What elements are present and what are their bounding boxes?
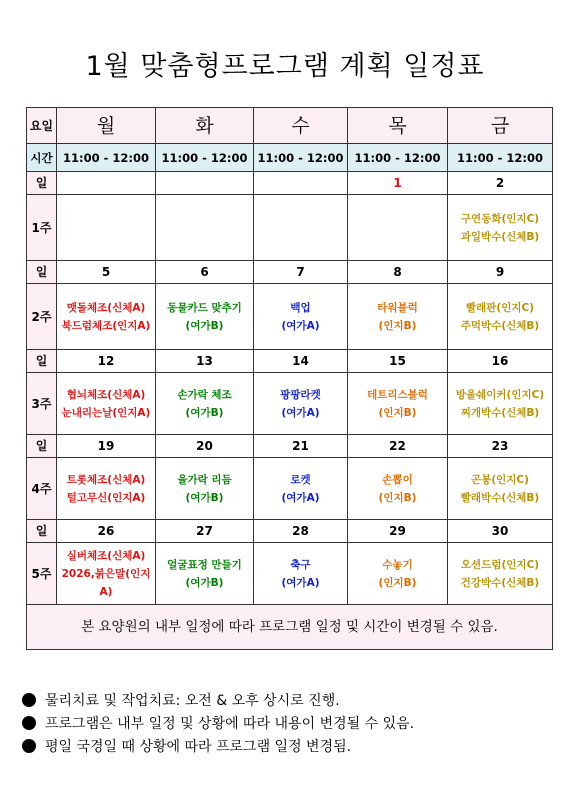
notes-list xyxy=(22,688,552,757)
program-cell xyxy=(254,458,348,520)
date-cell: 15 xyxy=(348,350,448,373)
date-cell: 28 xyxy=(254,520,348,543)
date-cell: 12 xyxy=(57,350,156,373)
date-cell: 26 xyxy=(57,520,156,543)
date-cell: 8 xyxy=(348,261,448,284)
date-cell: 19 xyxy=(57,435,156,458)
program-cell xyxy=(448,458,553,520)
date-cell: 29 xyxy=(348,520,448,543)
time-label: 시간 xyxy=(27,144,57,172)
note-item xyxy=(22,734,552,757)
program-cell xyxy=(448,284,553,350)
program-line: (여가A) xyxy=(281,319,320,332)
program-line: 오션드럼(인지C) xyxy=(460,558,540,571)
program-line: 2026,붉은말(인지A) xyxy=(61,567,151,598)
program-line: 찌개박수(신체B) xyxy=(460,406,540,419)
note-item xyxy=(22,711,552,734)
program-row xyxy=(27,543,553,605)
program-line: 눈내리는날(인지A) xyxy=(61,406,151,419)
program-cell xyxy=(348,373,448,435)
program-cell xyxy=(156,195,254,261)
program-line: 맷돌체조(신체A) xyxy=(66,301,146,314)
date-row xyxy=(27,520,553,543)
date-row xyxy=(27,261,553,284)
day-header-tue: 화 xyxy=(156,108,254,144)
bullet-icon xyxy=(22,693,36,707)
program-cell xyxy=(254,543,348,605)
program-cell xyxy=(448,373,553,435)
program-line: (인지B) xyxy=(378,576,417,589)
week-label: 4주 xyxy=(27,458,57,520)
program-line: 주먹박수(신체B) xyxy=(460,319,540,332)
program-line: 곤봉(인지C) xyxy=(471,473,529,486)
program-line: 손가락 체조 xyxy=(177,388,232,401)
date-label: 일 xyxy=(27,172,57,195)
program-line: 실버체조(신체A) xyxy=(66,549,146,562)
program-line: (여가B) xyxy=(185,406,224,419)
program-line: (여가B) xyxy=(185,319,224,332)
date-cell xyxy=(156,172,254,195)
program-line: 테트리스블럭 xyxy=(367,388,428,401)
program-cell xyxy=(57,458,156,520)
program-cell xyxy=(448,543,553,605)
bullet-icon xyxy=(22,716,36,730)
program-line: (인지B) xyxy=(378,319,417,332)
date-cell xyxy=(57,172,156,195)
program-line: 북드럼체조(인지A) xyxy=(61,319,151,332)
date-cell: 20 xyxy=(156,435,254,458)
weeks-body xyxy=(27,172,553,605)
date-cell: 7 xyxy=(254,261,348,284)
date-label: 일 xyxy=(27,350,57,373)
date-cell: 1 xyxy=(348,172,448,195)
date-cell: 5 xyxy=(57,261,156,284)
program-cell xyxy=(156,284,254,350)
program-line: 율가락 리듬 xyxy=(177,473,232,486)
program-line: 얼굴표정 만들기 xyxy=(167,558,242,571)
program-cell xyxy=(348,195,448,261)
date-cell: 22 xyxy=(348,435,448,458)
program-line: 방울쉐이커(인지C) xyxy=(455,388,545,401)
program-line: (여가B) xyxy=(185,576,224,589)
date-cell: 2 xyxy=(448,172,553,195)
program-line: 빨래판(인지C) xyxy=(465,301,535,314)
day-header-fri: 금 xyxy=(448,108,553,144)
week-label: 3주 xyxy=(27,373,57,435)
program-cell xyxy=(348,458,448,520)
program-cell xyxy=(57,195,156,261)
program-line: 축구 xyxy=(290,558,311,571)
week-label: 5주 xyxy=(27,543,57,605)
time-cell: 11:00 - 12:00 xyxy=(254,144,348,172)
program-cell xyxy=(57,373,156,435)
time-cell: 11:00 - 12:00 xyxy=(57,144,156,172)
date-row xyxy=(27,172,553,195)
time-cell: 11:00 - 12:00 xyxy=(156,144,254,172)
day-header-thu: 목 xyxy=(348,108,448,144)
program-line: 빨래박수(신체B) xyxy=(460,491,540,504)
page-title: 1월 맞춤형프로그램 계획 일정표 xyxy=(85,51,485,82)
program-line: 과일박수(신체B) xyxy=(460,230,540,243)
date-label: 일 xyxy=(27,261,57,284)
program-cell xyxy=(156,543,254,605)
program-cell xyxy=(254,195,348,261)
bullet-icon xyxy=(22,739,36,753)
date-cell: 6 xyxy=(156,261,254,284)
date-cell: 30 xyxy=(448,520,553,543)
program-line: 동물카드 맞추기 xyxy=(167,301,242,314)
schedule-table xyxy=(26,107,553,650)
program-row xyxy=(27,458,553,520)
program-line: 타워블럭 xyxy=(377,301,418,314)
table-note: 본 요양원의 내부 일정에 따라 프로그램 일정 및 시간이 변경될 수 있음. xyxy=(27,605,553,650)
time-cell: 11:00 - 12:00 xyxy=(348,144,448,172)
program-cell xyxy=(348,543,448,605)
program-line: 협뇌체조(신체A) xyxy=(66,388,146,401)
program-line: 손뽑이 xyxy=(382,473,413,486)
program-line: (여가A) xyxy=(281,406,320,419)
program-row xyxy=(27,284,553,350)
program-line: 수놓기 xyxy=(382,558,413,571)
program-line: 털고무신(인지A) xyxy=(66,491,146,504)
date-cell: 21 xyxy=(254,435,348,458)
program-line: (인지B) xyxy=(378,491,417,504)
program-line: 구연동화(인지C) xyxy=(460,212,540,225)
program-row xyxy=(27,373,553,435)
date-cell: 13 xyxy=(156,350,254,373)
program-line: 팡팡라켓 xyxy=(280,388,321,401)
time-cell: 11:00 - 12:00 xyxy=(448,144,553,172)
program-line: (여가B) xyxy=(185,491,224,504)
program-line: (여가A) xyxy=(281,576,320,589)
date-label: 일 xyxy=(27,520,57,543)
program-cell xyxy=(348,284,448,350)
date-cell: 9 xyxy=(448,261,553,284)
note-text: 프로그램은 내부 일정 및 상황에 따라 내용이 변경될 수 있음. xyxy=(45,715,415,732)
date-cell: 14 xyxy=(254,350,348,373)
note-text: 평일 국경일 때 상황에 따라 프로그램 일정 변경됨. xyxy=(45,738,352,755)
note-item xyxy=(22,688,552,711)
week-label: 1주 xyxy=(27,195,57,261)
program-line: 건강박수(신체B) xyxy=(460,576,540,589)
program-line: 트롯체조(신체A) xyxy=(66,473,146,486)
program-line: 로켓 xyxy=(290,473,311,486)
program-cell xyxy=(156,458,254,520)
program-cell xyxy=(254,373,348,435)
week-label: 2주 xyxy=(27,284,57,350)
date-cell: 16 xyxy=(448,350,553,373)
date-label: 일 xyxy=(27,435,57,458)
day-header-mon: 월 xyxy=(57,108,156,144)
program-row xyxy=(27,195,553,261)
day-header-wed: 수 xyxy=(254,108,348,144)
date-cell: 23 xyxy=(448,435,553,458)
program-cell xyxy=(448,195,553,261)
date-cell: 27 xyxy=(156,520,254,543)
program-line: (여가A) xyxy=(281,491,320,504)
note-text: 물리치료 및 작업치료: 오전 & 오후 상시로 진행. xyxy=(45,692,340,709)
program-cell xyxy=(254,284,348,350)
date-row xyxy=(27,435,553,458)
program-cell xyxy=(57,284,156,350)
program-cell xyxy=(156,373,254,435)
program-line: (인지B) xyxy=(378,406,417,419)
program-cell xyxy=(57,543,156,605)
date-row xyxy=(27,350,553,373)
day-label: 요일 xyxy=(27,108,57,144)
program-line: 백업 xyxy=(290,301,311,314)
date-cell xyxy=(254,172,348,195)
